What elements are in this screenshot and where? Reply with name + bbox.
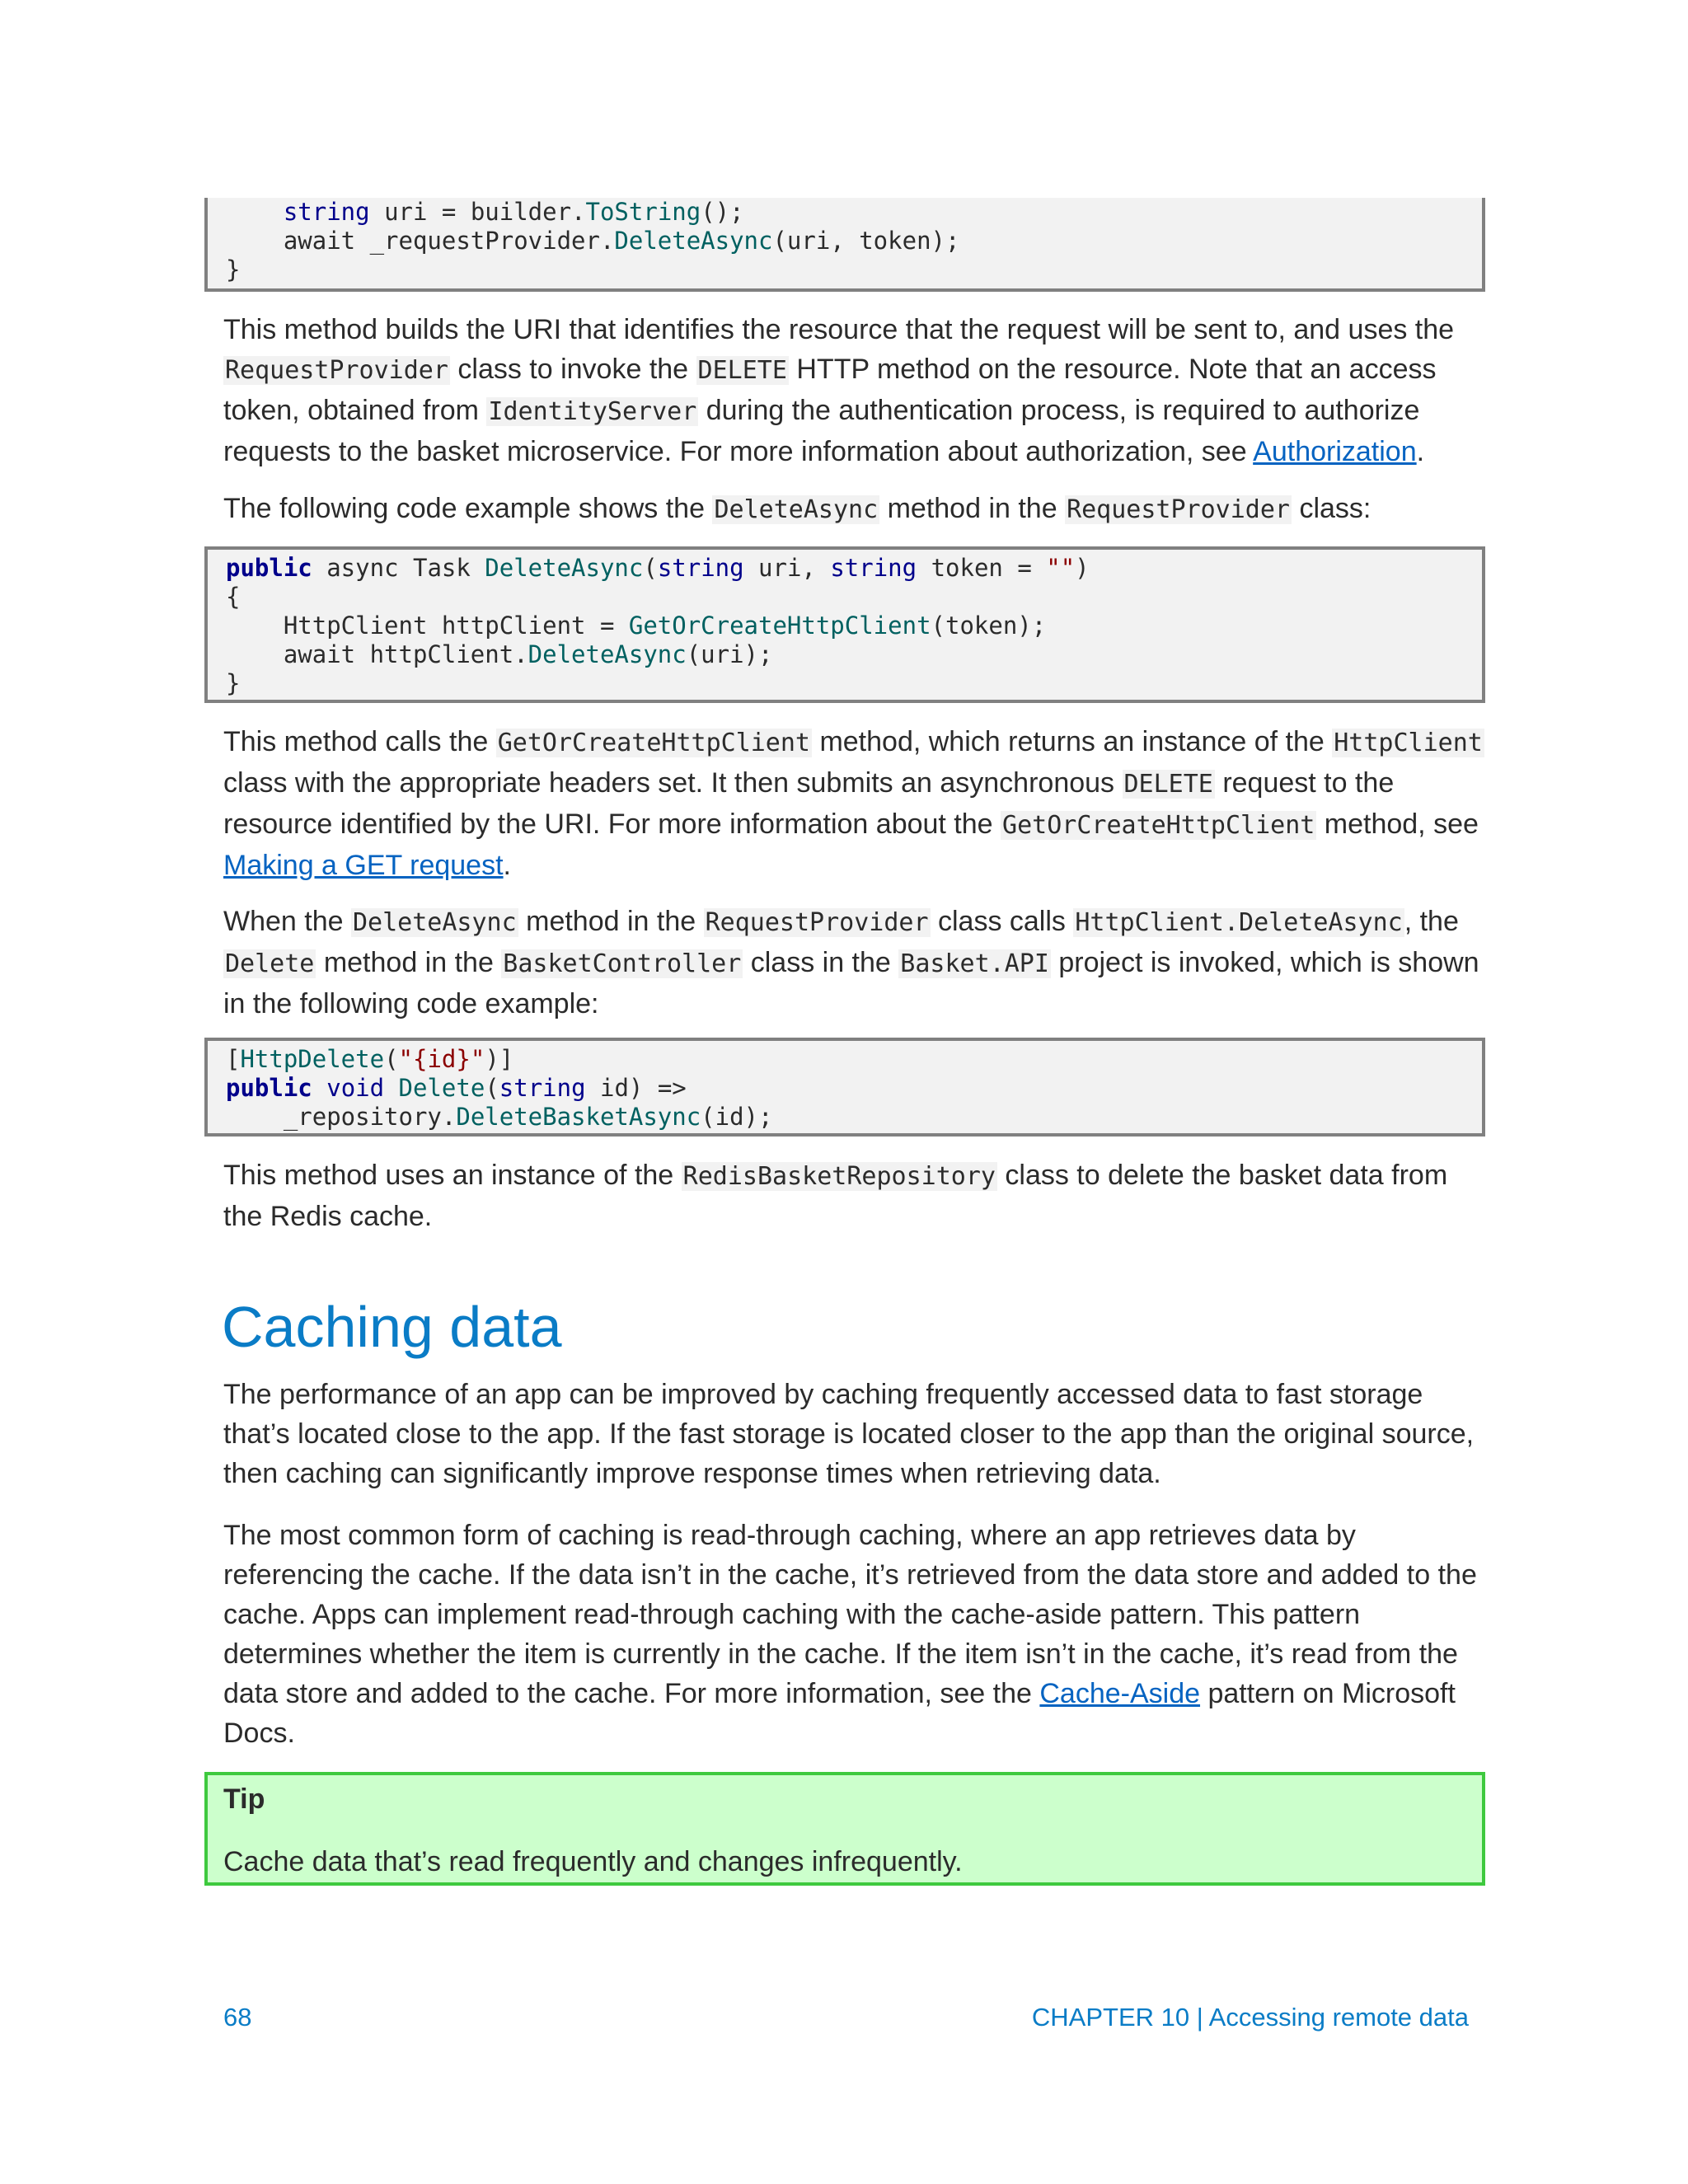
code-token: Delete: [398, 1074, 485, 1102]
code-line: [226, 583, 1482, 612]
code-token: HttpClient httpClient =: [226, 612, 629, 640]
code-token: ();: [701, 198, 744, 226]
text-run: method in the: [879, 493, 1066, 524]
inline-code: HttpClient: [1334, 729, 1483, 757]
text-run: class to delete the basket data from the Redis cache.: [223, 1160, 1448, 1232]
text-run: request to the resource identified by the URI. For more information about the: [223, 767, 1395, 840]
code-token: id) =>: [585, 1074, 687, 1102]
text-run: This method calls the: [223, 726, 496, 757]
hyperlink[interactable]: Cache-Aside: [1039, 1678, 1201, 1709]
paragraph-7: [223, 1516, 1493, 1753]
code-token: public: [226, 1074, 312, 1102]
text-run: The following code example shows the: [223, 493, 713, 524]
chapter-footer: CHAPTER 10 | Accessing remote data: [1031, 2003, 1469, 2032]
code-token: token =: [917, 554, 1047, 582]
code-token: DeleteBasketAsync: [456, 1103, 701, 1131]
section-heading: Caching data: [222, 1295, 562, 1359]
code-line: [226, 612, 1482, 640]
inline-code: RedisBasketRepository: [682, 1162, 996, 1191]
code-token: async Task: [312, 554, 485, 582]
inline-code: DeleteAsync: [352, 908, 517, 937]
code-token: await httpClient.: [226, 640, 528, 668]
code-token: [: [226, 1045, 241, 1073]
code-token: "": [1046, 554, 1076, 582]
code-token: _repository.: [226, 1103, 457, 1131]
text-run: HTTP method on the resource. Note that an access token, obtained from: [223, 354, 1437, 426]
code-block-3: [204, 1038, 1485, 1137]
code-token: uri,: [743, 554, 831, 582]
code-line: [226, 669, 1482, 698]
tip-title: Tip: [223, 1783, 265, 1815]
code-token: (token);: [931, 612, 1047, 640]
code-token: )]: [485, 1045, 514, 1073]
inline-code: DELETE: [1123, 770, 1213, 799]
paragraph-5: [223, 1155, 1493, 1236]
text-run: When the: [223, 906, 351, 937]
inline-code: HttpClient.DeleteAsync: [1075, 908, 1403, 937]
code-token: HttpDelete: [240, 1045, 385, 1073]
inline-code: BasketController: [503, 949, 742, 978]
text-run: , the: [1404, 906, 1459, 937]
code-line: [226, 1045, 1482, 1074]
paragraph-3: [223, 722, 1493, 885]
code-line: [226, 255, 1482, 284]
text-run: class in the: [743, 947, 899, 978]
code-token: DeleteAsync: [614, 227, 773, 255]
code-block-1: [204, 198, 1485, 292]
text-run: class:: [1292, 493, 1372, 524]
hyperlink[interactable]: Making a GET request: [223, 850, 504, 881]
inline-code: DeleteAsync: [714, 495, 879, 524]
inline-code: IdentityServer: [488, 397, 697, 426]
inline-code: DELETE: [697, 356, 787, 385]
code-line: [226, 640, 1482, 669]
code-token: [312, 1074, 326, 1102]
code-token: (id);: [701, 1103, 773, 1131]
code-token: await _requestProvider.: [226, 227, 615, 255]
code-token: string: [830, 554, 917, 582]
text-run: This method builds the URI that identifies the resource that the request will be sent to, and uses the: [223, 314, 1455, 345]
code-token: (: [643, 554, 658, 582]
code-token: uri = builder.: [369, 198, 586, 226]
text-run: method, see: [1316, 808, 1479, 840]
code-token: {: [226, 583, 241, 611]
code-token: (: [384, 1045, 399, 1073]
paragraph-4: [223, 902, 1493, 1024]
text-run: class to invoke the: [449, 354, 696, 385]
code-token: string: [657, 554, 744, 582]
text-run: class with the appropriate headers set. It then submits an asynchronous: [223, 767, 1123, 799]
paragraph-1: [223, 310, 1493, 471]
inline-code: Delete: [225, 949, 315, 978]
code-token: DeleteAsync: [485, 554, 644, 582]
text-run: project is invoked, which is shown in the following code example:: [223, 947, 1479, 1019]
code-token: (uri, token);: [772, 227, 960, 255]
inline-code: GetOrCreateHttpClient: [1002, 811, 1315, 840]
inline-code: Basket.API: [900, 949, 1049, 978]
text-run: pattern on Microsoft Docs.: [223, 1678, 1456, 1749]
code-token: GetOrCreateHttpClient: [628, 612, 931, 640]
paragraph-6: [223, 1375, 1493, 1493]
code-token: string: [499, 1074, 586, 1102]
text-run: This method uses an instance of the: [223, 1160, 682, 1191]
inline-code: GetOrCreateHttpClient: [497, 729, 810, 757]
text-run: during the authentication process, is required to authorize requests to the basket microservice. For more information about authorization, see: [223, 395, 1420, 467]
code-token: ToString: [585, 198, 701, 226]
text-run: method in the: [316, 947, 502, 978]
text-run: The performance of an app can be improved by caching frequently accessed data to fast storage that’s located close to the app. If the fast storage is located closer to the app than the original source, then caching can significantly improve response times when retrieving data.: [223, 1379, 1475, 1489]
code-line: [226, 227, 1482, 255]
tip-callout: [204, 1772, 1485, 1886]
text-run: .: [1416, 436, 1425, 467]
code-token: [384, 1074, 398, 1102]
code-line: [226, 1103, 1482, 1132]
code-token: ): [1075, 554, 1090, 582]
text-run: class calls: [930, 906, 1074, 937]
code-line: [226, 198, 1482, 227]
code-line: [226, 554, 1482, 583]
code-line: [226, 1074, 1482, 1103]
text-run: method in the: [518, 906, 704, 937]
code-token: (uri);: [686, 640, 773, 668]
page-number: 68: [223, 2003, 252, 2032]
code-token: string: [283, 198, 370, 226]
text-run: The most common form of caching is read-through caching, where an app retrieves data by referencing the cache. If the data isn’t in the cache, it’s retrieved from the data store and added to the cache. Apps can implement read-through caching with the cache-aside pattern. This pattern determines whether the item is currently in the cache. If the item isn’t in the cache, it’s read from the data store and added to the cache. For more information, see the: [223, 1520, 1477, 1709]
code-block-2: [204, 546, 1485, 703]
text-run: .: [503, 850, 511, 881]
inline-code: RequestProvider: [705, 908, 929, 937]
inline-code: RequestProvider: [1067, 495, 1290, 524]
tip-body: Cache data that’s read frequently and changes infrequently.: [223, 1846, 963, 1877]
code-token: DeleteAsync: [528, 640, 687, 668]
inline-code: RequestProvider: [225, 356, 448, 385]
code-token: [226, 198, 284, 226]
code-token: }: [226, 669, 241, 697]
code-token: }: [226, 255, 241, 284]
code-token: void: [326, 1074, 385, 1102]
hyperlink[interactable]: Authorization: [1253, 436, 1417, 467]
code-token: "{id}": [398, 1045, 485, 1073]
paragraph-2: [223, 489, 1493, 530]
code-token: public: [226, 554, 312, 582]
code-token: (: [485, 1074, 499, 1102]
text-run: method, which returns an instance of the: [812, 726, 1333, 757]
